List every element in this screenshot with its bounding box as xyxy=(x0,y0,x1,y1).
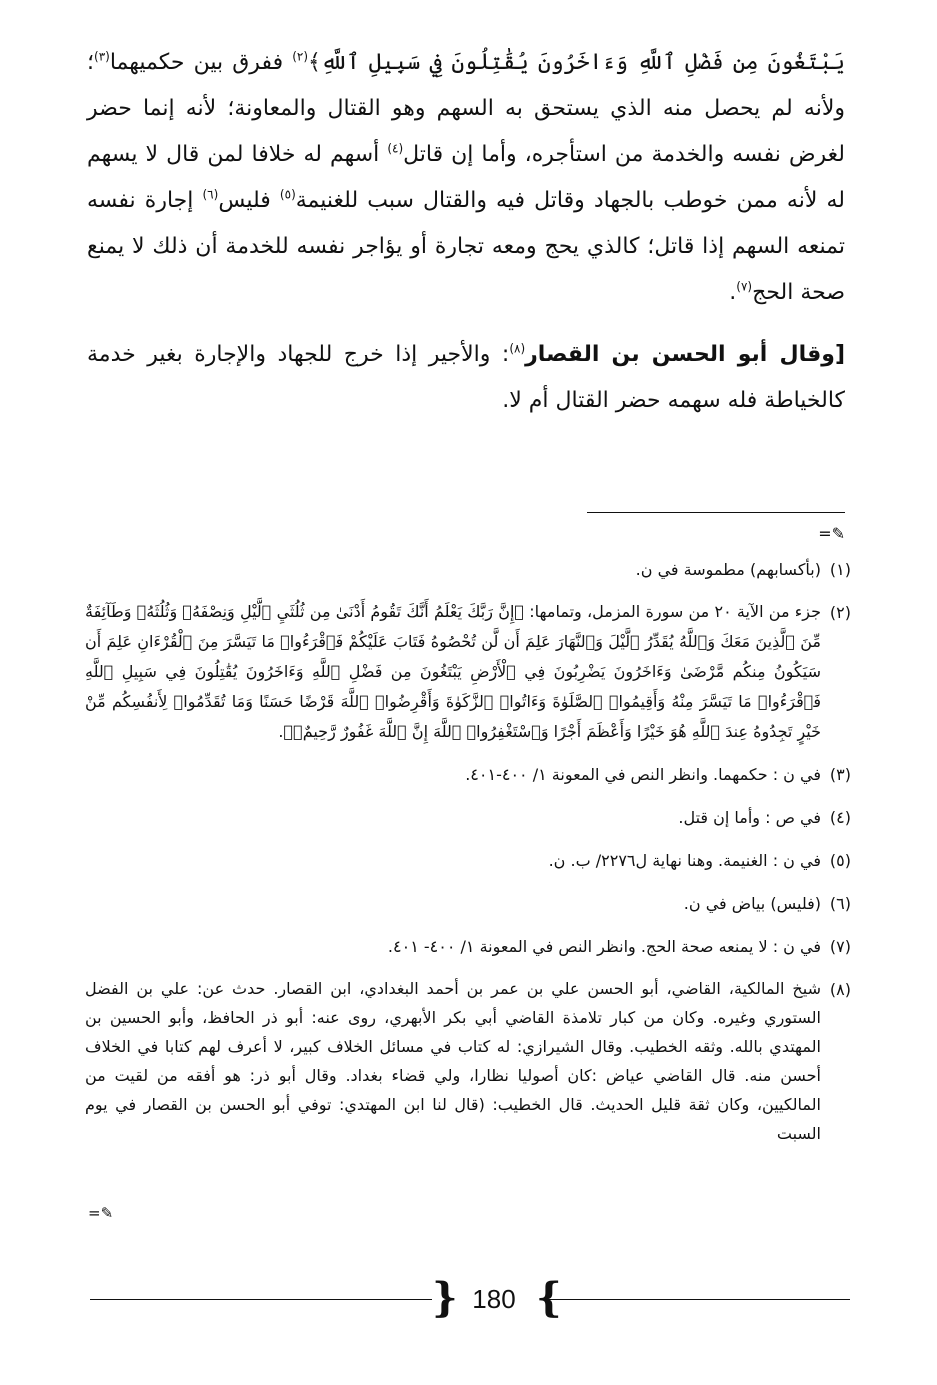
verse-close-mark: ﴾ xyxy=(308,50,321,75)
footnote-ref: (٣) xyxy=(94,49,110,64)
text-run: . xyxy=(729,280,737,305)
footnote-text: في ن : الغنيمة. وهنا نهاية ل٢٢٧٦/ ب. ن. xyxy=(548,851,821,870)
text-run: فليس xyxy=(218,188,280,213)
footnote-text: جزء من الآية ٢٠ من سورة المزمل، وتمامها: ﴿إِنَّ رَبَّكَ يَعْلَمُ أَنَّكَ تَقُومُ أَدْنَىٰ مِن ثُلُثَيِ ٱلَّيْلِ وَنِصْفَهُۥ وَثُلُثَهُۥ وَطَآئِفَةٌ مِّنَ ٱلَّذِينَ مَعَكَ وَٱللَّهُ يُقَدِّرُ ٱلَّيْلَ وَٱلنَّهَارَ عَلِمَ أَن لَّن تُحْصُوهُ فَتَابَ عَلَيْكُمْ فَٱقْرَءُوا۟ مَا تَيَسَّرَ مِنَ ٱلْقُرْءَانِ عَلِمَ أَن سَيَكُونُ مِنكُم مَّرْضَىٰ وَءَاخَرُونَ يَضْرِبُونَ فِي ٱلْأَرْضِ يَبْتَغُونَ مِن فَضْلِ ٱللَّهِ وَءَاخَرُونَ يُقَٰتِلُونَ فِي سَبِيلِ ٱللَّهِ فَٱقْرَءُوا۟ مَا تَيَسَّرَ مِنْهُ وَأَقِيمُوا۟ ٱلصَّلَوٰةَ وَءَاتُوا۟ ٱلزَّكَوٰةَ وَأَقْرِضُوا۟ ٱللَّهَ قَرْضًا حَسَنًا وَمَا تُقَدِّمُوا۟ لِأَنفُسِكُم مِّنْ خَيْرٍ تَجِدُوهُ عِندَ ٱللَّهِ هُوَ خَيْرًا وَأَعْظَمَ أَجْرًا وَٱسْتَغْفِرُوا۟ ٱللَّهَ إِنَّ ٱللَّهَ غَفُورٌ رَّحِيمٌۢ﴾. xyxy=(85,602,821,741)
footnote-number: (٣) xyxy=(829,765,851,784)
footnote-ref: (٢) xyxy=(292,49,309,64)
quran-verse-fragment: يَبْتَغُونَ مِن فَضْلِ ٱللَّهِ وَءَاخَرُونَ يُقَٰتِلُونَ فِي سَبِيلِ ٱللَّهِ xyxy=(320,50,845,75)
footnote-2 xyxy=(85,597,851,747)
footnote-ref: (٥) xyxy=(279,187,296,202)
page-number-brace-close: } xyxy=(536,1274,562,1321)
text-run: إجارة نفسه تمنعه السهم إذا قاتل؛ كالذي يحج ومعه تجارة أو يؤاجر نفسه للخدمة أن ذلك لا يمنع صحة الحج xyxy=(87,188,845,305)
page-footer xyxy=(90,1272,850,1328)
footnote-ref: (٤) xyxy=(387,141,404,156)
footnotes xyxy=(85,554,851,1160)
continuation-mark-icon: ✎= xyxy=(88,1204,114,1222)
footnote-text: في ن : لا يمنعه صحة الحج. وانظر النص في المعونة ١/ ٤٠٠- ٤٠١. xyxy=(387,937,821,956)
footnote-number: (٧) xyxy=(829,937,851,956)
footer-rule-left xyxy=(90,1299,432,1300)
text-run: : xyxy=(501,342,510,367)
footnote-text: (فليس) بياض في ن. xyxy=(683,894,821,913)
footnote-8 xyxy=(85,974,851,1148)
footnote-5 xyxy=(85,845,851,876)
footnote-number: (٥) xyxy=(829,851,851,870)
text-run: والأجير إذا خرج للجهاد والإجارة بغير خدمة كالخياطة فله سهمه حضر القتال أم لا. xyxy=(87,342,845,413)
footnote-4 xyxy=(85,802,851,833)
speaker-label: [وقال أبو الحسن بن القصار xyxy=(525,342,845,367)
footnote-text: (بأكسابهم) مطموسة في ن. xyxy=(635,560,821,579)
footnote-7 xyxy=(85,931,851,962)
footnote-number: (٨) xyxy=(829,980,851,999)
page-number-brace-open: { xyxy=(432,1274,458,1321)
footnote-number: (٤) xyxy=(829,808,851,827)
continuation-mark-icon: ✎= xyxy=(818,524,845,543)
footnote-number: (١) xyxy=(829,560,851,579)
footnote-separator xyxy=(587,512,845,513)
footnote-number: (٢) xyxy=(829,603,851,622)
text-run: أسهم له خلافا لمن قال لا يسهم له لأنه ممن خوطب بالجهاد وقاتل فيه والقتال سبب للغنيمة xyxy=(87,142,846,213)
footnote-text: شيخ المالكية، القاضي، أبو الحسن علي بن عمر بن أحمد البغدادي، ابن القصار. حدث عن: علي بن الفضل الستوري وغيره. وكان من كبار تلامذة القاضي أبي بكر الأبهري، روى عنه: أبو ذر الحافظ، وأبو الحسين بن المهتدي بالله. وثقه الخطيب. وقال الشيرازي: له كتاب في مسائل الخلاف كبير، لا أعرف لهم كتابا في الخلاف أحسن منه. قال القاضي عياض :كان أصوليا نظارا، ولي قضاء بغداد. وقال أبو ذر: هو أفقه من لقيت من المالكيين، وكان ثقة قليل الحديث. قال الخطيب: (قال لنا ابن المهتدي: توفي أبو الحسن بن القصار في يوم السبت xyxy=(85,979,821,1143)
footnote-text: في ن : حكمهما. وانظر النص في المعونة ١/ ٤٠٠-٤٠١. xyxy=(465,765,821,784)
footnote-6 xyxy=(85,888,851,919)
text-run: ؛ ولأنه لم يحصل منه الذي يستحق به السهم وهو القتال والمعاونة؛ لأنه إنما حضر لغرض نفسه والخدمة من استأجره، وأما إن قاتل xyxy=(87,50,845,167)
text-run: ففرق بين حكميهما xyxy=(109,50,293,75)
footnote-number: (٦) xyxy=(829,894,851,913)
paragraph-2 xyxy=(87,332,845,424)
footnote-ref: (٨) xyxy=(509,341,526,356)
footer-rule-right xyxy=(548,1299,850,1300)
page-number: 180 xyxy=(472,1284,516,1314)
main-text xyxy=(87,40,845,424)
paragraph-1 xyxy=(87,40,845,316)
footnote-3 xyxy=(85,759,851,790)
footnote-ref: (٦) xyxy=(202,187,219,202)
footnote-text: في ص : وأما إن قتل. xyxy=(678,808,821,827)
footnote-ref: (٧) xyxy=(736,279,753,294)
footnote-1 xyxy=(85,554,851,585)
